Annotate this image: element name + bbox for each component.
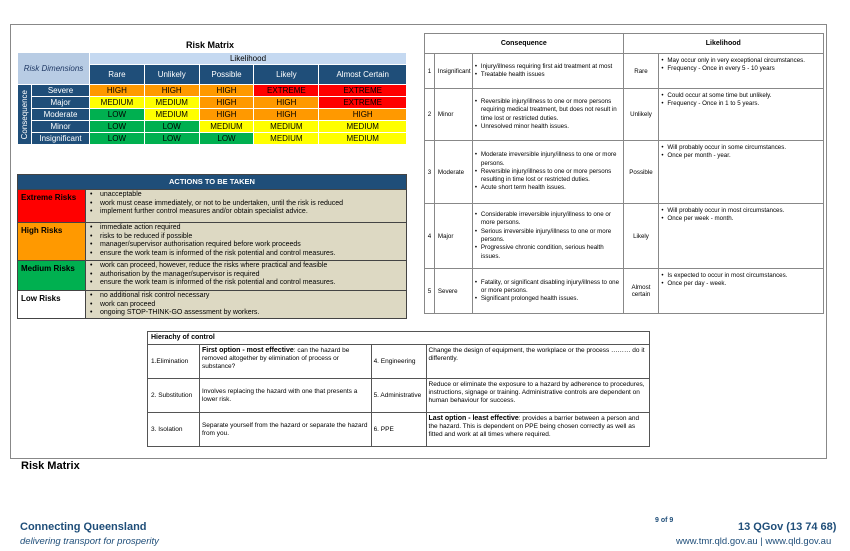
cl-ldesc-item: • Will probably occur in some circumstances.	[667, 144, 821, 152]
consequence-side-label: Consequence	[18, 85, 32, 145]
control-text: Separate yourself from the hazard or separate the hazard from you.	[199, 413, 371, 447]
likelihood-header: Likelihood	[623, 34, 823, 54]
action-label: High Risks	[18, 223, 86, 260]
matrix-cell: EXTREME	[319, 85, 407, 97]
matrix-cell: LOW	[199, 133, 254, 145]
control-text: Change the design of equipment, the workplace or the process ……… do it differently.	[426, 345, 649, 379]
cl-row-name: Minor	[434, 89, 472, 141]
cl-desc-item: • Significant prolonged health issues.	[481, 295, 621, 303]
cl-row-num: 1	[425, 54, 435, 89]
cl-row-name: Insignificant	[434, 54, 472, 89]
likelihood-col-likely: Likely	[254, 65, 319, 85]
cl-likelihood: Almost certain	[623, 269, 659, 314]
matrix-cell: MEDIUM	[254, 121, 319, 133]
control-label: 6. PPE	[371, 413, 426, 447]
hierarchy-title: Hierachy of control	[148, 332, 650, 345]
action-item: • work must cease immediately, or not to be undertaken, until the risk is reduced	[90, 200, 402, 209]
likelihood-col-almost-certain: Almost Certain	[319, 65, 407, 85]
likelihood-col-possible: Possible	[199, 65, 254, 85]
control-text: Involves replacing the hazard with one that presents a lower risk.	[199, 379, 371, 413]
footer-web: www.tmr.qld.gov.au | www.qld.gov.au	[676, 536, 832, 547]
action-item: • work can proceed	[90, 301, 402, 310]
matrix-cell: LOW	[90, 109, 145, 121]
matrix-row-label: Severe	[32, 85, 90, 97]
cl-row-name: Severe	[434, 269, 472, 314]
action-row-medium	[18, 260, 406, 290]
control-label: 5. Administrative	[371, 379, 426, 413]
action-item: • ongoing STOP-THINK-GO assessment by workers.	[90, 309, 402, 318]
matrix-cell: MEDIUM	[254, 133, 319, 145]
matrix-cell: HIGH	[254, 97, 319, 109]
control-label: 4. Engineering	[371, 345, 426, 379]
matrix-row-label: Moderate	[32, 109, 90, 121]
cl-desc-item: • Acute short term health issues.	[481, 184, 621, 192]
control-label: 1.Elimination	[148, 345, 200, 379]
cl-ldesc-item: • May occur only in very exceptional circumstances.	[667, 57, 821, 65]
control-label: 3. Isolation	[148, 413, 200, 447]
action-item: • risks to be reduced if possible	[90, 233, 402, 242]
matrix-cell: HIGH	[199, 85, 254, 97]
cl-ldesc-item: • Once per month - year.	[667, 152, 821, 160]
action-item: • implement further control measures and/or obtain specialist advice.	[90, 208, 402, 217]
matrix-cell: EXTREME	[254, 85, 319, 97]
page-number: 9 of 9	[655, 517, 674, 524]
matrix-cell: LOW	[144, 133, 199, 145]
cl-desc-item: • Moderate irreversible injury/illness to one or more persons.	[481, 151, 621, 168]
cl-ldesc-item: • Frequency - Once in 1 to 5 years.	[667, 100, 821, 108]
matrix-row-label: Minor	[32, 121, 90, 133]
action-label: Extreme Risks	[18, 190, 86, 222]
cl-desc-item: • Fatality, or significant disabling injury/illness to one or more persons.	[481, 279, 621, 296]
matrix-cell: HIGH	[199, 109, 254, 121]
action-label: Low Risks	[18, 291, 86, 318]
cl-desc-item: • Serious irreversible injury/illness to one or more persons.	[481, 228, 621, 245]
matrix-cell: MEDIUM	[319, 121, 407, 133]
action-item: • immediate action required	[90, 224, 402, 233]
action-item: • authorisation by the manager/supervisor is required	[90, 271, 402, 280]
matrix-cell: LOW	[144, 121, 199, 133]
hierarchy-of-control-table	[147, 331, 650, 447]
actions-title: ACTIONS TO BE TAKEN	[18, 175, 406, 189]
cl-likelihood: Possible	[623, 141, 659, 204]
control-text: Last option - least effective: provides a barrier between a person and the hazard. This is dependent on PPE being chosen correctly as well as fitted and work at all times where required.	[426, 413, 649, 447]
matrix-cell: EXTREME	[319, 97, 407, 109]
cl-ldesc-item: • Frequency - Once in every 5 - 10 years	[667, 65, 821, 73]
control-text: Reduce or eliminate the exposure to a hazard by adherence to procedures, instructions, signage or training. Administrative controls are dependent on human behaviour for success.	[426, 379, 649, 413]
matrix-cell: LOW	[90, 133, 145, 145]
cl-row-num: 2	[425, 89, 435, 141]
consequence-header: Consequence	[425, 34, 624, 54]
action-item: • work can proceed, however, reduce the risks where practical and feasible	[90, 262, 402, 271]
footer-brand: Connecting Queensland	[20, 521, 147, 533]
matrix-cell: MEDIUM	[90, 97, 145, 109]
matrix-cell: LOW	[90, 121, 145, 133]
action-item: • no additional risk control necessary	[90, 292, 402, 301]
cl-likelihood: Unlikely	[623, 89, 659, 141]
action-item: • ensure the work team is informed of the risk potential and control measures.	[90, 250, 402, 259]
action-item: • ensure the work team is informed of the risk potential and control measures.	[90, 279, 402, 288]
footer-phone: 13 QGov (13 74 68)	[738, 521, 837, 533]
cl-row-name: Major	[434, 204, 472, 269]
matrix-row-label: Insignificant	[32, 133, 90, 145]
matrix-cell: MEDIUM	[319, 133, 407, 145]
cl-ldesc-item: • Could occur at some time but unlikely.	[667, 92, 821, 100]
likelihood-col-rare: Rare	[90, 65, 145, 85]
cl-ldesc-item: • Once per week - month.	[667, 215, 821, 223]
cl-desc-item: • Reversible injury/illness to one or more persons requiring medical treatment, but does not result in time lost or restricted duties.	[481, 98, 621, 123]
actions-table	[17, 174, 407, 319]
matrix-cell: HIGH	[90, 85, 145, 97]
cl-row-num: 4	[425, 204, 435, 269]
action-row-extreme	[18, 189, 406, 222]
cl-desc-item: • Reversible injury/illness to one or more persons resulting in time lost or restricted duties.	[481, 168, 621, 185]
risk-dimensions-label: Risk Dimensions	[18, 53, 90, 85]
cl-desc-item: • Progressive chronic condition, serious health issues.	[481, 244, 621, 261]
action-row-high	[18, 222, 406, 260]
cl-desc-item: • Considerable irreversible injury/illness to one or more persons.	[481, 211, 621, 228]
matrix-cell: HIGH	[199, 97, 254, 109]
cl-desc-item: • Injury/illness requiring first aid treatment at most	[481, 63, 621, 71]
consequence-likelihood-table	[424, 33, 824, 314]
action-item: • unacceptable	[90, 191, 402, 200]
matrix-cell: HIGH	[144, 85, 199, 97]
risk-matrix-title: Risk Matrix	[185, 40, 235, 50]
matrix-cell: MEDIUM	[144, 97, 199, 109]
cl-likelihood: Rare	[623, 54, 659, 89]
action-item: • manager/supervisor authorisation required before work proceeds	[90, 241, 402, 250]
matrix-row-label: Major	[32, 97, 90, 109]
risk-matrix-table	[17, 52, 407, 145]
control-text: First option - most effective: can the hazard be removed altogether by elimination of process or substance?	[199, 345, 371, 379]
control-label: 2. Substitution	[148, 379, 200, 413]
cl-ldesc-item: • Will probably occur in most circumstances.	[667, 207, 821, 215]
cl-likelihood: Likely	[623, 204, 659, 269]
cl-row-num: 5	[425, 269, 435, 314]
cl-row-num: 3	[425, 141, 435, 204]
section-title: Risk Matrix	[21, 460, 80, 472]
footer-tagline: delivering transport for prosperity	[20, 536, 159, 547]
matrix-cell: MEDIUM	[144, 109, 199, 121]
likelihood-col-unlikely: Unlikely	[144, 65, 199, 85]
action-label: Medium Risks	[18, 261, 86, 290]
matrix-cell: HIGH	[319, 109, 407, 121]
likelihood-label: Likelihood	[90, 53, 407, 65]
cl-desc-item: • Unresolved minor health issues.	[481, 123, 621, 131]
action-row-low	[18, 290, 406, 318]
cl-row-name: Moderate	[434, 141, 472, 204]
cl-desc-item: • Treatable health issues	[481, 71, 621, 79]
matrix-cell: MEDIUM	[199, 121, 254, 133]
cl-ldesc-item: • Once per day - week.	[667, 280, 821, 288]
matrix-cell: HIGH	[254, 109, 319, 121]
cl-ldesc-item: • Is expected to occur in most circumstances.	[667, 272, 821, 280]
